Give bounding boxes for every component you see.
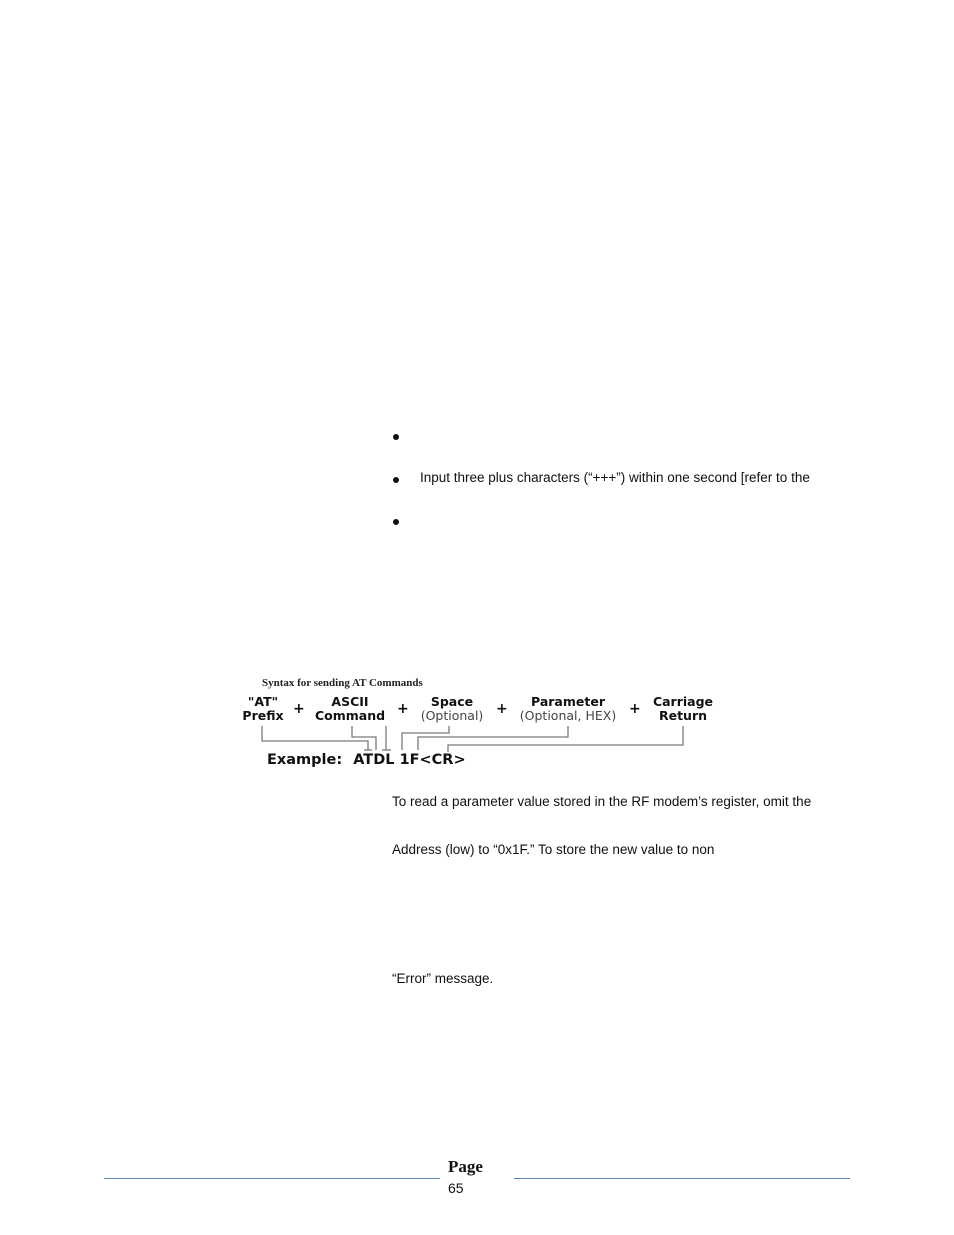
- field-line1: Carriage: [652, 694, 714, 709]
- connector-return: [448, 726, 683, 752]
- field-line1: Parameter: [531, 694, 605, 709]
- plus-sign: +: [293, 701, 305, 717]
- example-line: [267, 752, 466, 768]
- field-line2: (Optional): [420, 708, 484, 723]
- diagram-title: Syntax for sending AT Commands: [262, 677, 423, 689]
- field-line1: "AT": [247, 694, 279, 709]
- example-value: ATDL 1F<CR>: [353, 752, 466, 768]
- paragraph-read-parameter: To read a parameter value stored in the RF modem’s register, omit the: [392, 794, 812, 809]
- footer-rule-right: [514, 1178, 850, 1179]
- field-line2: Return: [658, 708, 708, 723]
- plus-sign: +: [496, 701, 508, 717]
- field-line2: (Optional, HEX): [519, 708, 617, 723]
- page-number: 65: [448, 1180, 464, 1196]
- field-line1: ASCII: [331, 694, 369, 709]
- field-line1: Space: [430, 694, 474, 709]
- page-label: Page: [448, 1157, 483, 1176]
- field-line2: Prefix: [242, 708, 284, 723]
- connector-command: [352, 726, 376, 750]
- plus-sign: +: [629, 701, 641, 717]
- paragraph-error-message: “Error” message.: [392, 971, 494, 986]
- example-label: Example:: [267, 752, 343, 768]
- bullet-text: Input three plus characters (“+++”) within one second [refer to the: [420, 470, 810, 485]
- footer-rule-left: [104, 1178, 440, 1179]
- paragraph-address-low: Address (low) to “0x1F.” To store the new value to non: [392, 842, 715, 857]
- plus-sign: +: [397, 701, 409, 717]
- field-line2: Command: [314, 708, 386, 723]
- connector-space: [402, 726, 449, 750]
- connector-parameter: [418, 726, 568, 750]
